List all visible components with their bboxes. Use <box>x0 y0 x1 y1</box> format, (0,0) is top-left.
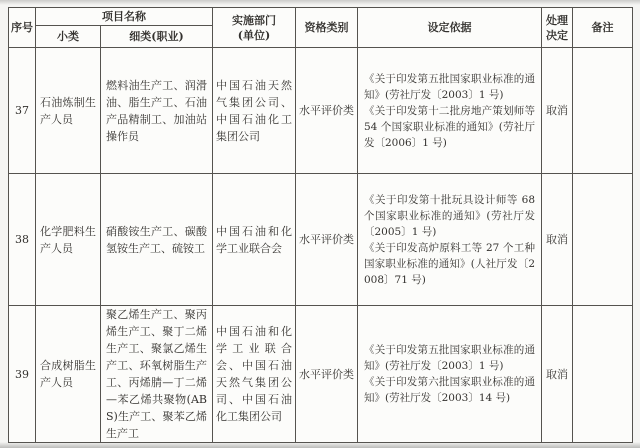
cell-decision: 取消 <box>542 48 573 174</box>
cell-basis <box>358 174 542 306</box>
col-header-decision-line1: 处理 <box>546 13 568 27</box>
scan-shadow-bottom <box>0 442 640 448</box>
col-header-category: 资格类别 <box>296 8 358 48</box>
cell-subclass: 化学肥料生产人员 <box>36 174 101 306</box>
qualification-cancellation-table <box>8 7 633 443</box>
header-row-1 <box>9 8 633 26</box>
cell-basis <box>358 306 542 443</box>
basis-item: 《关于印发第五批国家职业标准的通知》(劳社厅发〔2003〕1 号) <box>364 72 535 101</box>
cell-seq: 39 <box>9 306 36 443</box>
cell-subclass: 石油炼制生产人员 <box>36 48 101 174</box>
cell-remark <box>573 306 633 443</box>
cell-seq: 37 <box>9 48 36 174</box>
cell-dept: 中国石油和化学工业联合会、中国石油天然气集团公司、中国石油化工集团公司 <box>213 306 296 443</box>
basis-item: 《关于印发第六批国家职业标准的通知》(劳社厅发〔2003〕14 号) <box>364 376 535 404</box>
table-header <box>9 8 633 48</box>
col-header-dept <box>213 8 296 48</box>
table-row-38 <box>9 174 633 306</box>
col-header-decision-line2: 决定 <box>546 28 568 42</box>
cell-detail: 燃料油生产工、润滑油、脂生产工、石油产品精制工、加油站操作员 <box>101 48 213 174</box>
col-header-remark: 备注 <box>573 8 633 48</box>
col-header-seq: 序号 <box>9 8 36 48</box>
scan-shadow-top <box>0 0 640 5</box>
cell-category: 水平评价类 <box>296 48 358 174</box>
cell-subclass: 合成树脂生产人员 <box>36 306 101 443</box>
col-header-dept-line1: 实施部门 <box>232 13 276 27</box>
cell-category: 水平评价类 <box>296 306 358 443</box>
basis-item: 《关于印发第五批国家职业标准的通知》(劳社厅发〔2003〕1 号) <box>364 344 535 372</box>
cell-decision: 取消 <box>542 306 573 443</box>
basis-item: 《关于印发第十批玩具设计师等 68 个国家职业标准的通知》(劳社厅发〔2005〕1 号) <box>364 193 535 238</box>
cell-detail: 硝酸铵生产工、碳酸氢铵生产工、硫铵工 <box>101 174 213 306</box>
table-row-37 <box>9 48 633 174</box>
cell-category: 水平评价类 <box>296 174 358 306</box>
basis-item: 《关于印发第十二批房地产策划师等 54 个国家职业标准的通知》(劳社厅发〔2006〕1 号) <box>364 104 535 149</box>
cell-remark <box>573 174 633 306</box>
cell-seq: 38 <box>9 174 36 306</box>
col-header-subclass: 小类 <box>36 26 101 48</box>
table-row-39 <box>9 306 633 443</box>
table-body <box>9 48 633 443</box>
cell-basis <box>358 48 542 174</box>
cell-dept: 中国石油天然气集团公司、中国石油化工集团公司 <box>213 48 296 174</box>
col-header-basis: 设定依据 <box>358 8 542 48</box>
cell-decision: 取消 <box>542 174 573 306</box>
cell-remark <box>573 48 633 174</box>
col-header-detail: 细类(职业) <box>101 26 213 48</box>
basis-item: 《关于印发高炉原料工等 27 个工种国家职业标准的通知》(人社厅发〔2008〕71 号) <box>364 241 535 286</box>
col-header-project-name: 项目名称 <box>36 8 213 26</box>
col-header-decision <box>542 8 573 48</box>
cell-dept: 中国石油和化学工业联合会 <box>213 174 296 306</box>
col-header-dept-line2: (单位) <box>237 28 271 42</box>
cell-detail: 聚乙烯生产工、聚丙烯生产工、聚丁二烯生产工、聚氯乙烯生产工、环氧树脂生产工、丙烯腈—丁二烯—苯乙烯共聚物(ABS)生产工、聚苯乙烯生产工 <box>101 306 213 443</box>
